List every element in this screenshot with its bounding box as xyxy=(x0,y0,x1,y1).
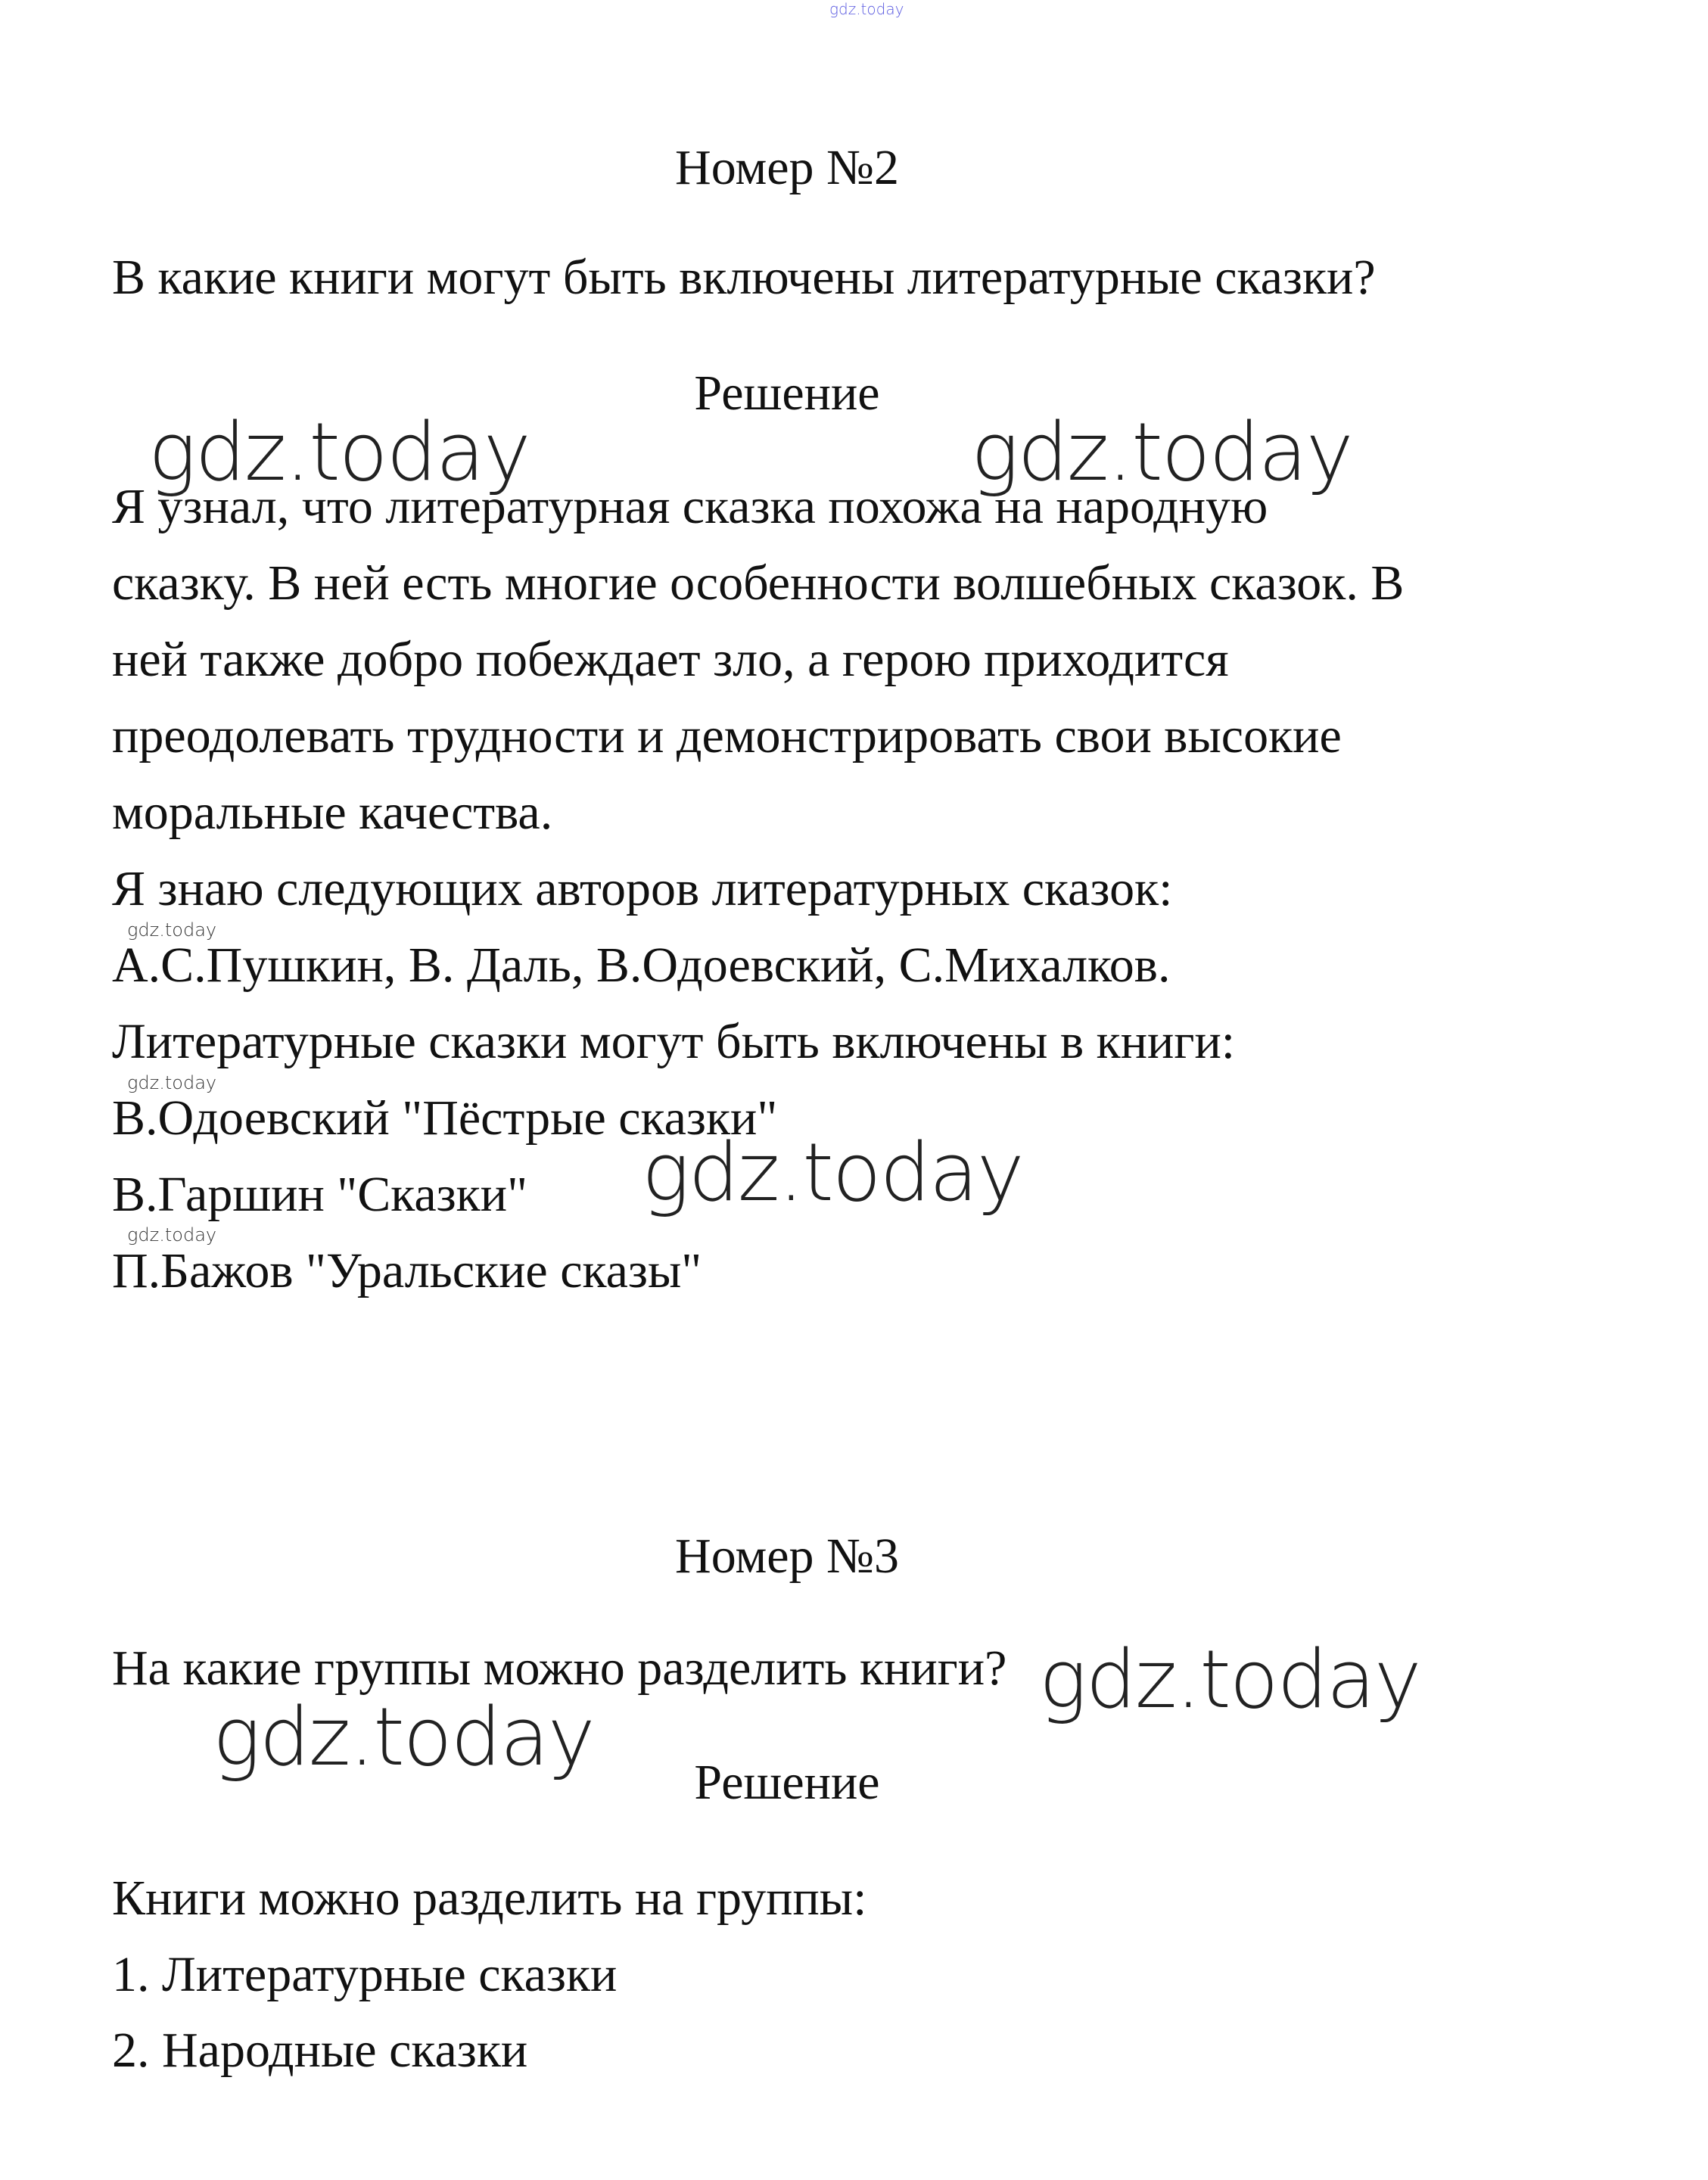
section3-question: На какие группы можно разделить книги? xyxy=(112,1640,1007,1696)
answer-line: Я узнал, что литературная сказка похожа на народную xyxy=(112,479,1268,534)
answer-line: В.Одоевский "Пёстрые сказки" xyxy=(112,1090,778,1146)
watermark-large: gdz.today xyxy=(213,1690,594,1783)
watermark-large: gdz.today xyxy=(971,406,1352,499)
section3-solution-label: Решение xyxy=(694,1755,880,1810)
answer-line: 2. Народные сказки xyxy=(112,2023,528,2078)
answer-line: Я знаю следующих авторов литературных сказок: xyxy=(112,861,1173,916)
answer-line: Литературные сказки могут быть включены в книги: xyxy=(112,1014,1236,1069)
answer-line: преодолевать трудности и демонстрировать свои высокие xyxy=(112,708,1342,763)
watermark-large: gdz.today xyxy=(1039,1633,1420,1726)
answer-line: моральные качества. xyxy=(112,785,553,840)
watermark-small: gdz.today xyxy=(127,1224,217,1245)
answer-line: сказку. В ней есть многие особенности волшебных сказок. В xyxy=(112,555,1405,611)
answer-line: 1. Литературные сказки xyxy=(112,1947,618,2002)
section2-question: В какие книги могут быть включены литературные сказки? xyxy=(112,250,1376,305)
section2-title: Номер №2 xyxy=(675,140,899,195)
watermark-small: gdz.today xyxy=(127,919,217,941)
watermark-top: gdz.today xyxy=(829,0,904,18)
section2-solution-label: Решение xyxy=(694,365,880,421)
answer-line: П.Бажов "Уральские сказы" xyxy=(112,1243,702,1298)
section3-title: Номер №3 xyxy=(675,1528,899,1584)
answer-line: ней также добро побеждает зло, а герою приходится xyxy=(112,632,1229,687)
watermark-large: gdz.today xyxy=(642,1126,1023,1219)
answer-line: А.С.Пушкин, В. Даль, В.Одоевский, С.Михалков. xyxy=(112,938,1171,993)
watermark-large: gdz.today xyxy=(148,406,530,499)
answer-line: Книги можно разделить на группы: xyxy=(112,1871,867,1926)
watermark-small: gdz.today xyxy=(127,1072,217,1093)
answer-line: В.Гаршин "Сказки" xyxy=(112,1167,528,1222)
